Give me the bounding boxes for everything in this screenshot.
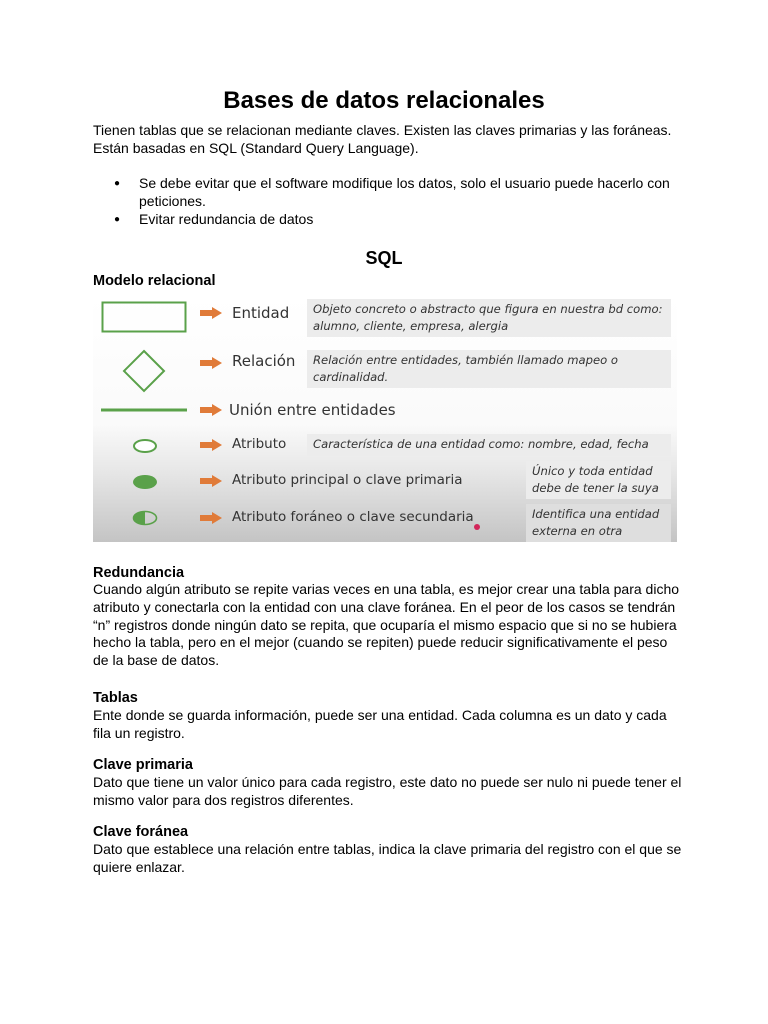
intro-paragraph: Tienen tablas que se relacionan mediante claves. Existen las claves primarias y las foráneas. Están basadas en SQL (Standard Query Language). <box>93 122 672 156</box>
foreign-key-ellipse-icon <box>132 510 158 526</box>
clave-primaria-heading: Clave primaria <box>93 757 193 773</box>
figure-description: Objeto concreto o abstracto que figura en nuestra bd como: alumno, cliente, empresa, alergia <box>307 299 671 337</box>
tablas-paragraph: Ente donde se guarda información, puede ser una entidad. Cada columna es un dato y cada fila un registro. <box>93 707 667 741</box>
clave-primaria-paragraph: Dato que tiene un valor único para cada registro, este dato no puede ser nulo ni puede tener el mismo valor para dos registros diferentes. <box>93 774 682 808</box>
figure-label: Unión entre entidades <box>229 401 396 419</box>
arrow-right-icon <box>200 475 222 487</box>
primary-key-ellipse-icon <box>132 474 158 490</box>
figure-description: Único y toda entidad debe de tener la suya <box>526 461 671 499</box>
figure-label: Relación <box>232 352 296 370</box>
cursor-dot <box>474 524 480 530</box>
figure-label: Atributo foráneo o clave secundaria <box>232 509 474 525</box>
modelo-relacional-heading: Modelo relacional <box>93 273 216 289</box>
arrow-right-icon <box>200 357 222 369</box>
attribute-ellipse-icon <box>132 438 158 454</box>
arrow-right-icon <box>200 307 222 319</box>
clave-foranea-paragraph: Dato que establece una relación entre tablas, indica la clave primaria del registro con el que se quiere enlazar. <box>93 841 682 875</box>
figure-label: Entidad <box>232 304 290 322</box>
figure-label: Atributo <box>232 436 287 452</box>
tablas-heading: Tablas <box>93 690 138 706</box>
arrow-right-icon <box>200 512 222 524</box>
figure-description: Identifica una entidad externa en otra <box>526 504 671 542</box>
bullet-item: ● Se debe evitar que el software modifique los datos, solo el usuario puede hacerlo con peticiones. <box>93 175 683 211</box>
relation-diamond-icon <box>122 349 166 393</box>
figure-description: Característica de una entidad como: nombre, edad, fecha <box>307 434 671 456</box>
bullet-list <box>93 175 683 228</box>
union-line-icon <box>101 408 187 412</box>
redundancia-heading: Redundancia <box>93 565 185 581</box>
modelo-relacional-figure <box>93 297 677 542</box>
clave-foranea-heading: Clave foránea <box>93 824 189 840</box>
arrow-right-icon <box>200 439 222 451</box>
document-title: Bases de datos relacionales <box>223 87 545 114</box>
sql-heading: SQL <box>365 248 403 268</box>
bullet-item: ● Evitar redundancia de datos <box>93 211 683 229</box>
arrow-right-icon <box>200 404 222 416</box>
redundancia-paragraph: Cuando algún atributo se repite varias veces en una tabla, es mejor crear una tabla para dicho atributo y conectarla con la entidad con una clave foránea. En el peor de los casos se tendrán “n” registros donde ningún dato se repita, que ocuparía el mismo espacio que si no se hubiera hecho la tabla, pero en el mejor (cuando se repiten) puede reducir significativamente el peso de la base de datos. <box>93 581 680 669</box>
figure-description: Relación entre entidades, también llamado mapeo o cardinalidad. <box>307 350 671 388</box>
figure-label: Atributo principal o clave primaria <box>232 472 463 488</box>
entity-rectangle-icon <box>101 301 187 333</box>
